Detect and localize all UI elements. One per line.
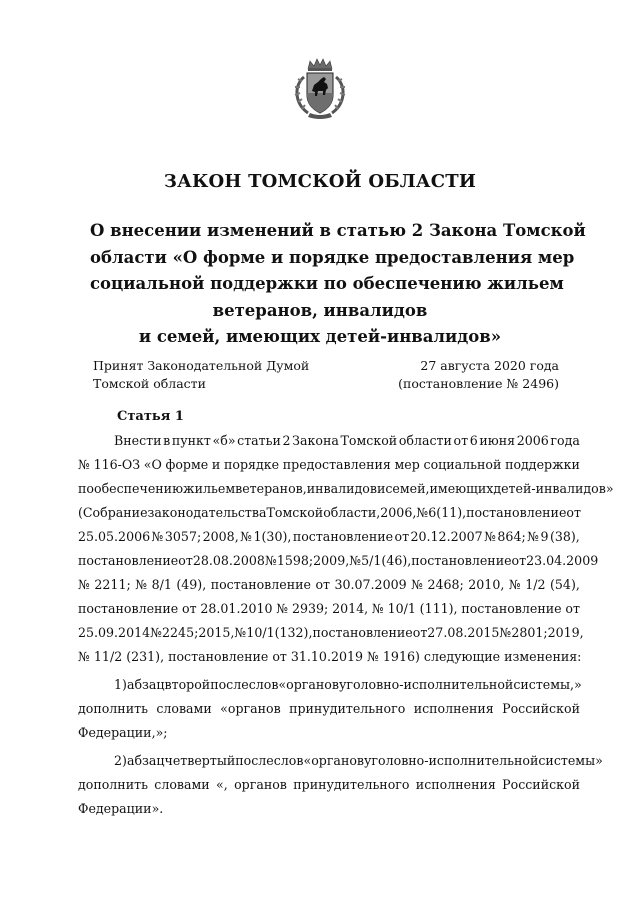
paragraph-line: (Собрание законодательства Томской области, 2006, № 6 (11), постановление от — [78, 505, 581, 520]
paragraph-line: 2) абзац четвертый после слов «органов уголовно-исполнительной системы» — [114, 753, 603, 768]
law-title: ЗАКОН ТОМСКОЙ ОБЛАСТИ — [163, 171, 477, 192]
paragraph-line: 25.05.2006 № 3057; 2008, № 1(30), постановление от 20.12.2007 № 864; № 9 (38), — [78, 529, 580, 544]
adoption-date — [398, 357, 559, 393]
adopted-by — [93, 357, 309, 393]
subtitle-line: социальной поддержки по обеспечению жильем — [90, 274, 564, 293]
paragraph-line: 1) абзац второй после слов «органов уголовно-исполнительной системы,» — [114, 677, 582, 692]
paragraph-line: Внести в пункт «б» статьи 2 Закона Томской области от 6 июня 2006 года — [114, 433, 580, 448]
paragraph-line: № 11/2 (231), постановление от 31.10.2019 № 1916) следующие изменения: — [78, 649, 582, 664]
paragraph-line: постановление от 28.08.2008 № 1598; 2009, № 5/1 (46), постановление от 23.04.2009 — [78, 553, 599, 568]
subtitle-line: ветеранов, инвалидов — [212, 300, 428, 320]
paragraph-line: № 2211; № 8/1 (49), постановление от 30.07.2009 № 2468; 2010, № 1/2 (54), — [78, 577, 580, 592]
paragraph-line: № 116-ОЗ «О форме и порядке предоставления мер социальной поддержки — [78, 457, 580, 472]
adoption-date-line: 27 августа 2020 года — [420, 358, 559, 373]
paragraph-line: Федерации». — [78, 801, 164, 816]
adoption-date-line: (постановление № 2496) — [398, 376, 559, 391]
article-heading: Статья 1 — [117, 409, 184, 424]
law-subtitle — [90, 218, 586, 351]
subtitle-line: О внесении изменений в статью 2 Закона Томской — [90, 221, 586, 240]
subtitle-line: области «О форме и порядке предоставления мер — [90, 247, 575, 267]
subtitle-line: и семей, имеющих детей-инвалидов» — [138, 327, 502, 346]
paragraph-line: Федерации,»; — [78, 725, 168, 740]
paragraph-line: дополнить словами «органов принудительного исполнения Российской — [78, 701, 580, 716]
article-body — [78, 429, 614, 821]
adopted-by-line: Томской области — [93, 376, 206, 391]
paragraph-line: 25.09.2014 № 2245; 2015, № 10/1 (132), постановление от 27.08.2015 № 2801; 2019, — [78, 625, 584, 640]
adopted-by-line: Принят Законодательной Думой — [93, 358, 310, 373]
paragraph-line: постановление от 28.01.2010 № 2939; 2014, № 10/1 (111), постановление от — [78, 601, 580, 616]
paragraph-line: по обеспечению жильем ветеранов, инвалидов и семей, имеющих детей-инвалидов» — [78, 481, 614, 496]
paragraph-line: дополнить словами «, органов принудительного исполнения Российской — [78, 777, 580, 792]
tomsk-coat-of-arms-emblem — [290, 55, 350, 121]
